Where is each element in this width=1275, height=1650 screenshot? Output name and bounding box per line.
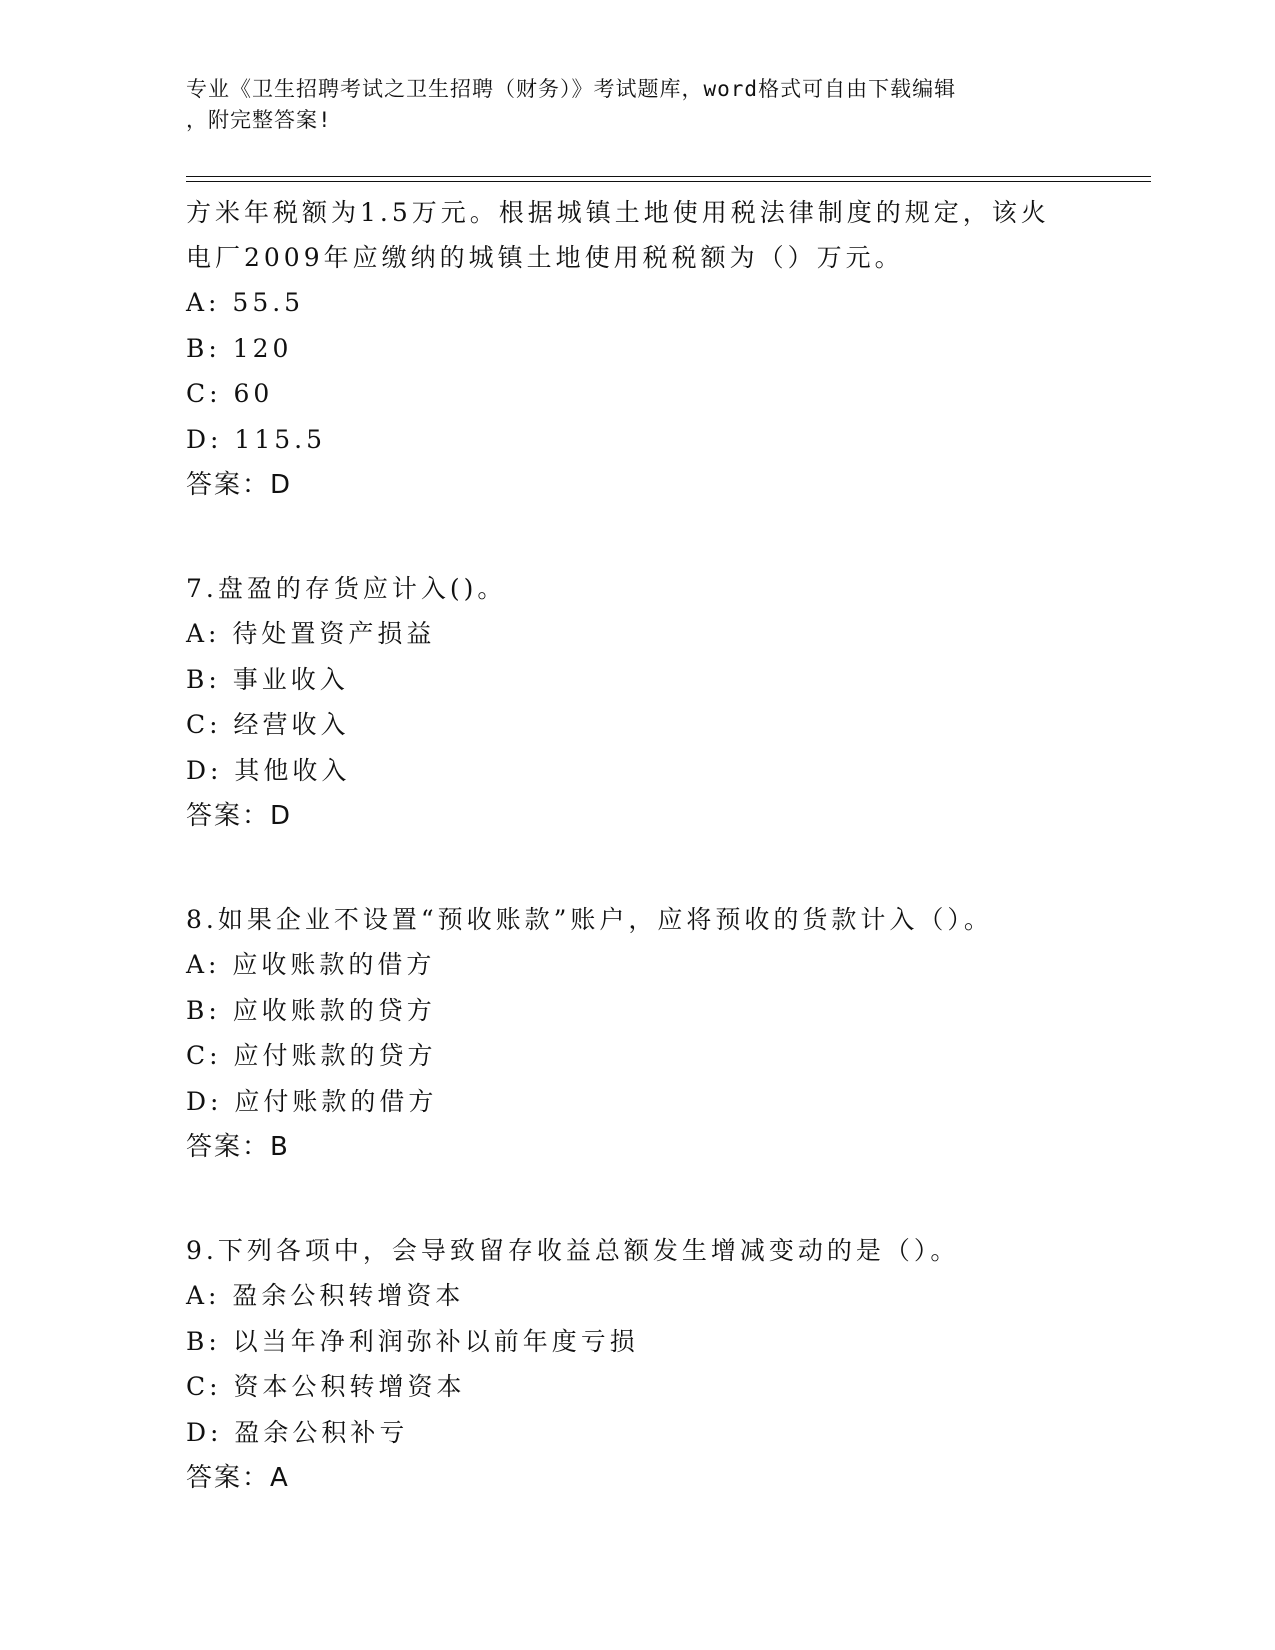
spacer	[186, 508, 1146, 566]
header-title-line-2: ，附完整答案!	[186, 108, 332, 132]
option-a: A: 应收账款的借方	[186, 950, 436, 979]
question-text: 9.下列各项中，会导致留存收益总额发生增减变动的是（）。	[186, 1236, 960, 1265]
spacer	[186, 839, 1146, 897]
question-7	[186, 566, 1146, 839]
question-text-line: 方米年税额为1.5万元。根据城镇土地使用税法律制度的规定，该火	[186, 198, 1050, 227]
option-b: B: 以当年净利润弥补以前年度亏损	[186, 1326, 639, 1356]
question-6	[186, 190, 1146, 508]
option-c: C: 60	[186, 379, 274, 408]
answer-label: 答案：A	[186, 1463, 290, 1493]
option-c: C: 应付账款的贷方	[186, 1041, 437, 1070]
header-divider-top	[186, 176, 1151, 177]
option-c: C: 经营收入	[186, 710, 350, 739]
option-c: C: 资本公积转增资本	[186, 1372, 466, 1401]
option-b: B: 应收账款的贷方	[186, 995, 436, 1025]
answer-label: 答案：B	[186, 1132, 290, 1162]
header-title-line-1: 专业《卫生招聘考试之卫生招聘（财务）》考试题库，word格式可自由下载编辑	[186, 77, 957, 101]
answer-label: 答案：D	[186, 801, 293, 831]
option-a: A: 盈余公积转增资本	[186, 1281, 465, 1310]
option-d: D: 盈余公积补亏	[186, 1417, 409, 1447]
question-9	[186, 1228, 1146, 1501]
header-divider-bottom	[186, 181, 1151, 182]
question-8	[186, 897, 1146, 1170]
question-text: 7.盘盈的存货应计入()。	[186, 574, 507, 603]
question-text-line: 电厂2009年应缴纳的城镇土地使用税税额为（）万元。	[186, 243, 904, 272]
option-d: D: 其他收入	[186, 755, 351, 785]
option-d: D: 应付账款的借方	[186, 1086, 438, 1116]
question-list	[186, 190, 1146, 1501]
option-a: A: 55.5	[186, 288, 305, 317]
document-header	[186, 74, 1066, 136]
option-a: A: 待处置资产损益	[186, 619, 436, 648]
option-b: B: 事业收入	[186, 664, 349, 694]
option-b: B: 120	[186, 333, 293, 363]
option-d: D: 115.5	[186, 424, 326, 454]
spacer	[186, 1170, 1146, 1228]
question-text: 8.如果企业不设置“预收账款”账户，应将预收的货款计入（）。	[186, 905, 993, 934]
answer-label: 答案：D	[186, 470, 293, 500]
